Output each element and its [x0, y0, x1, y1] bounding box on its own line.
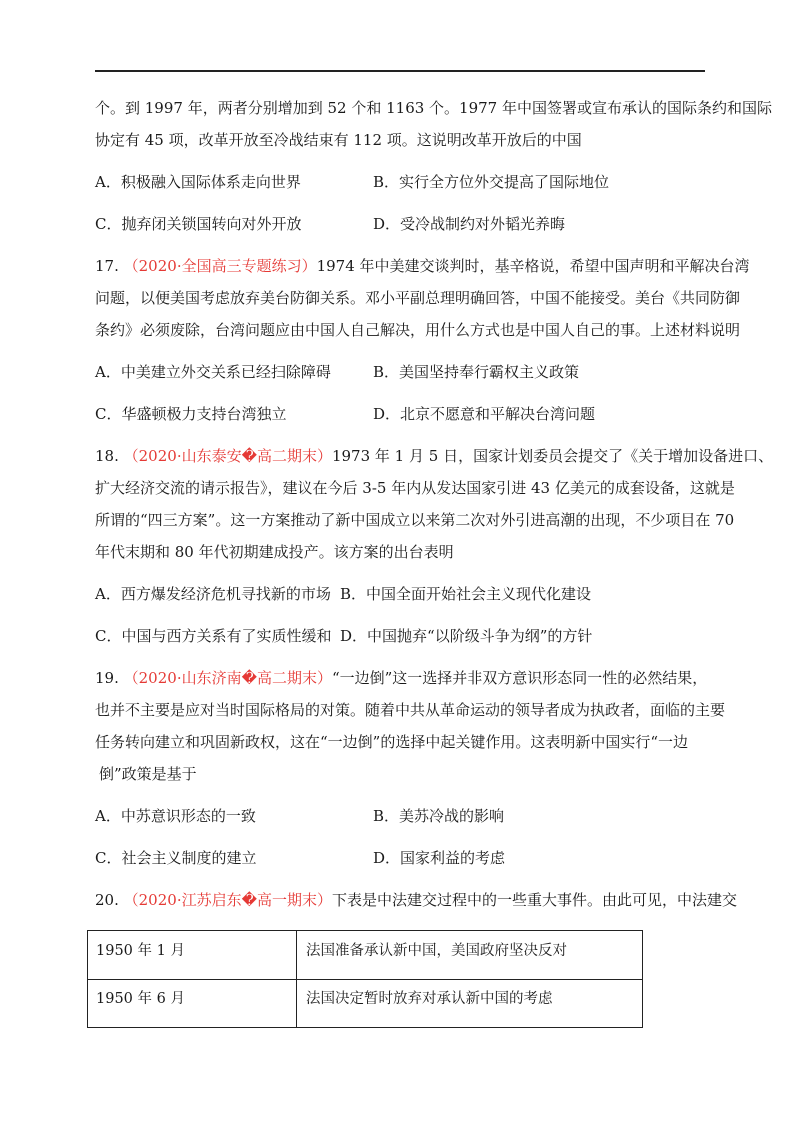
- question-source: （2020·江苏启东�高一期末）: [123, 891, 332, 909]
- question-text-line: 条约》必须废除，台湾问题应由中国人自己解决，用什么方式也是中国人自己的事。上述材料说明: [95, 321, 741, 339]
- question-number: 19.: [95, 669, 119, 687]
- question-number: 20.: [95, 891, 119, 909]
- table-row: [88, 931, 642, 980]
- option-b[interactable]: B．实行全方位外交提高了国际地位: [373, 173, 610, 191]
- table-row: [88, 979, 642, 1027]
- question-19: [95, 668, 707, 688]
- header-rule: [95, 70, 705, 72]
- question-text-line: “一边倒”这一选择并非双方意识形态同一性的必然结果，: [331, 669, 708, 687]
- question-17: [95, 256, 750, 276]
- option-a[interactable]: A．积极融入国际体系走向世界: [95, 173, 301, 191]
- question-text-line: 扩大经济交流的请示报告》，建议在今后 3-5 年内从发达国家引进 43 亿美元的成套设备，这就是: [95, 479, 735, 497]
- question-text-line: 协定有 45 项，改革开放至冷战结束有 112 项。这说明改革开放后的中国: [95, 131, 582, 149]
- question-text-line: 所谓的“四三方案”。这一方案推动了新中国成立以来第二次对外引进高潮的出现，不少项目在 70: [95, 511, 735, 529]
- question-text-line: 1974 年中美建交谈判时，基辛格说，希望中国声明和平解决台湾: [316, 257, 750, 275]
- question-18: [95, 446, 773, 466]
- question-text-line: 倒”政策是基于: [99, 765, 197, 783]
- table-cell-event: 法国准备承认新中国，美国政府坚决反对: [306, 943, 567, 959]
- option-a[interactable]: A．中苏意识形态的一致: [95, 807, 256, 825]
- question-text-line: 下表是中法建交过程中的一些重大事件。由此可见，中法建交: [331, 891, 737, 909]
- option-c[interactable]: C．华盛顿极力支持台湾独立: [95, 405, 287, 423]
- events-table: [87, 930, 643, 1028]
- question-source: （2020·山东济南�高二期末）: [123, 669, 332, 687]
- question-source: （2020·全国高三专题练习）: [123, 257, 317, 275]
- option-c[interactable]: C．社会主义制度的建立: [95, 849, 257, 867]
- option-b[interactable]: B．中国全面开始社会主义现代化建设: [340, 585, 592, 603]
- question-text-line: 年代末期和 80 年代初期建成投产。该方案的出台表明: [95, 543, 454, 561]
- option-d[interactable]: D．国家利益的考虑: [373, 849, 506, 867]
- option-c[interactable]: C．中国与西方关系有了实质性缓和: [95, 627, 332, 645]
- option-c[interactable]: C．抛弃闭关锁国转向对外开放: [95, 215, 302, 233]
- option-d[interactable]: D．中国抛弃“以阶级斗争为纲”的方针: [340, 627, 593, 645]
- option-a[interactable]: A．中美建立外交关系已经扫除障碍: [95, 363, 331, 381]
- question-number: 18.: [95, 447, 119, 465]
- question-text-line: 也并不主要是应对当时国际格局的对策。随着中共从革命运动的领导者成为执政者，面临的主要: [95, 701, 726, 719]
- question-text-line: 个。到 1997 年，两者分别增加到 52 个和 1163 个。1977 年中国签署或宣布承认的国际条约和国际: [95, 99, 772, 117]
- question-source: （2020·山东泰安�高二期末）: [123, 447, 332, 465]
- option-b[interactable]: B．美苏冷战的影响: [373, 807, 505, 825]
- question-text-line: 问题，以便美国考虑放弃美台防御关系。邓小平副总理明确回答，中国不能接受。美台《共同防御: [95, 289, 741, 307]
- option-d[interactable]: D．受冷战制约对外韬光养晦: [373, 215, 566, 233]
- table-cell-date: 1950 年 6 月: [96, 991, 185, 1007]
- option-b[interactable]: B．美国坚持奉行霸权主义政策: [373, 363, 580, 381]
- question-text-line: 任务转向建立和巩固新政权，这在“一边倒”的选择中起关键作用。这表明新中国实行“一边: [95, 733, 689, 751]
- option-d[interactable]: D．北京不愿意和平解决台湾问题: [373, 405, 596, 423]
- question-20: [95, 890, 737, 910]
- question-text-line: 1973 年 1 月 5 日，国家计划委员会提交了《关于增加设备进口、: [331, 447, 774, 465]
- option-a[interactable]: A．西方爆发经济危机寻找新的市场: [95, 585, 331, 603]
- question-number: 17.: [95, 257, 119, 275]
- table-cell-event: 法国决定暂时放弃对承认新中国的考虑: [306, 991, 553, 1007]
- table-cell-date: 1950 年 1 月: [96, 943, 185, 959]
